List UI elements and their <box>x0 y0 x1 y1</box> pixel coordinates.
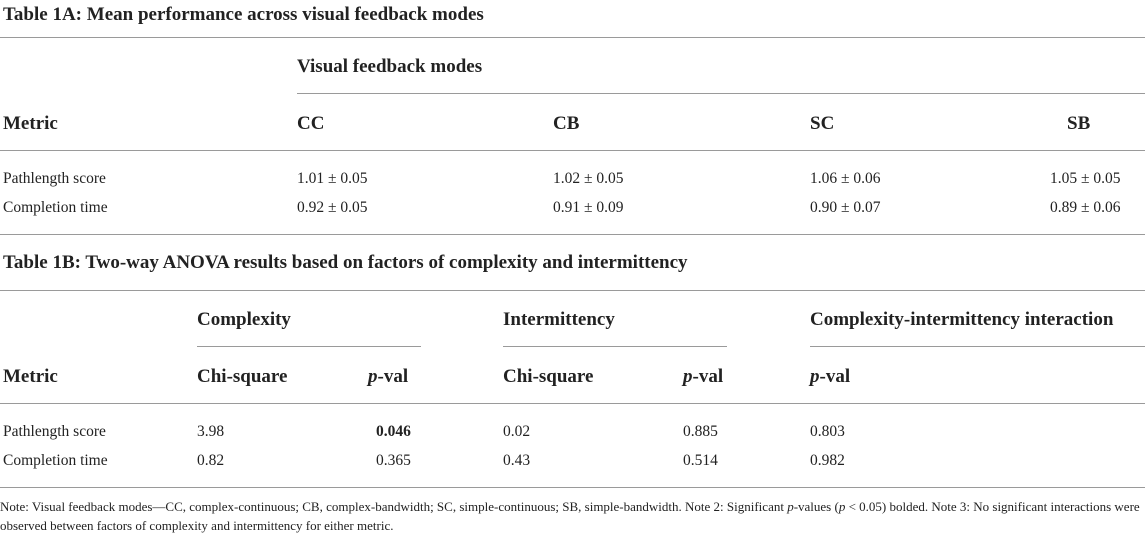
table-cell: 0.982 <box>810 452 845 469</box>
intermittency-group-header: Intermittency <box>503 309 615 330</box>
table-cell: 0.90 ± 0.07 <box>810 199 881 216</box>
intermittency-chi-square-header: Chi-square <box>503 366 594 387</box>
table-1b-bottom-rule <box>0 487 1145 488</box>
table-cell: 1.02 ± 0.05 <box>553 170 624 187</box>
column-header-sc: SC <box>810 113 835 134</box>
table-1b-header-rule <box>0 403 1145 404</box>
table-cell: 3.98 <box>197 423 225 440</box>
column-header-cc: CC <box>297 113 325 134</box>
interaction-pval-header: p-val <box>810 366 851 387</box>
significant-pval-cell: 0.046 <box>376 423 411 440</box>
table-cell: 0.365 <box>376 452 411 469</box>
column-header-sb: SB <box>1067 113 1091 134</box>
table-1b-top-rule <box>0 290 1145 291</box>
interaction-rule <box>810 346 1145 347</box>
intermittency-rule <box>503 346 727 347</box>
intermittency-pval-header: p-val <box>683 366 724 387</box>
table-1a-metric-header: Metric <box>3 113 58 134</box>
table-row-label: Pathlength score <box>3 423 106 440</box>
table-1a-caption: Table 1A: Mean performance across visual feedback modes <box>3 4 484 25</box>
complexity-rule <box>197 346 421 347</box>
table-cell: 1.01 ± 0.05 <box>297 170 368 187</box>
complexity-pval-header: p-val <box>368 366 409 387</box>
table-cell: 1.05 ± 0.05 <box>1050 170 1121 187</box>
table-row-label: Completion time <box>3 199 108 216</box>
table-cell: 0.89 ± 0.06 <box>1050 199 1121 216</box>
table-row-label: Completion time <box>3 452 108 469</box>
table-cell: 0.91 ± 0.09 <box>553 199 624 216</box>
column-header-cb: CB <box>553 113 580 134</box>
interaction-group-header: Complexity-intermittency interaction <box>810 309 1114 330</box>
table-row-label: Pathlength score <box>3 170 106 187</box>
table-1a-top-rule <box>0 37 1145 38</box>
table-cell: 0.514 <box>683 452 718 469</box>
complexity-chi-square-header: Chi-square <box>197 366 288 387</box>
table-cell: 0.803 <box>810 423 845 440</box>
table-1a-header-rule <box>0 150 1145 151</box>
visual-feedback-modes-header: Visual feedback modes <box>297 56 483 77</box>
table-cell: 0.82 <box>197 452 225 469</box>
table-1b-caption: Table 1B: Two-way ANOVA results based on factors of complexity and intermittency <box>3 252 688 273</box>
table-1a-bottom-rule <box>0 234 1145 235</box>
table-cell: 0.92 ± 0.05 <box>297 199 368 216</box>
complexity-group-header: Complexity <box>197 309 291 330</box>
table-cell: 1.06 ± 0.06 <box>810 170 881 187</box>
table-note: Note: Visual feedback modes—CC, complex-continuous; CB, complex-bandwidth; SC, simple-continuous; SB, simple-bandwidth. Note 2: Significant p-values (p < 0.05) bolded. Note 3: No significant interactions were observed between factors of complexity and intermittency for either metric. <box>0 499 1140 533</box>
table-cell: 0.43 <box>503 452 531 469</box>
table-cell: 0.02 <box>503 423 531 440</box>
table-cell: 0.885 <box>683 423 718 440</box>
visual-feedback-modes-rule <box>297 93 1145 94</box>
table-1b-metric-header: Metric <box>3 366 58 387</box>
